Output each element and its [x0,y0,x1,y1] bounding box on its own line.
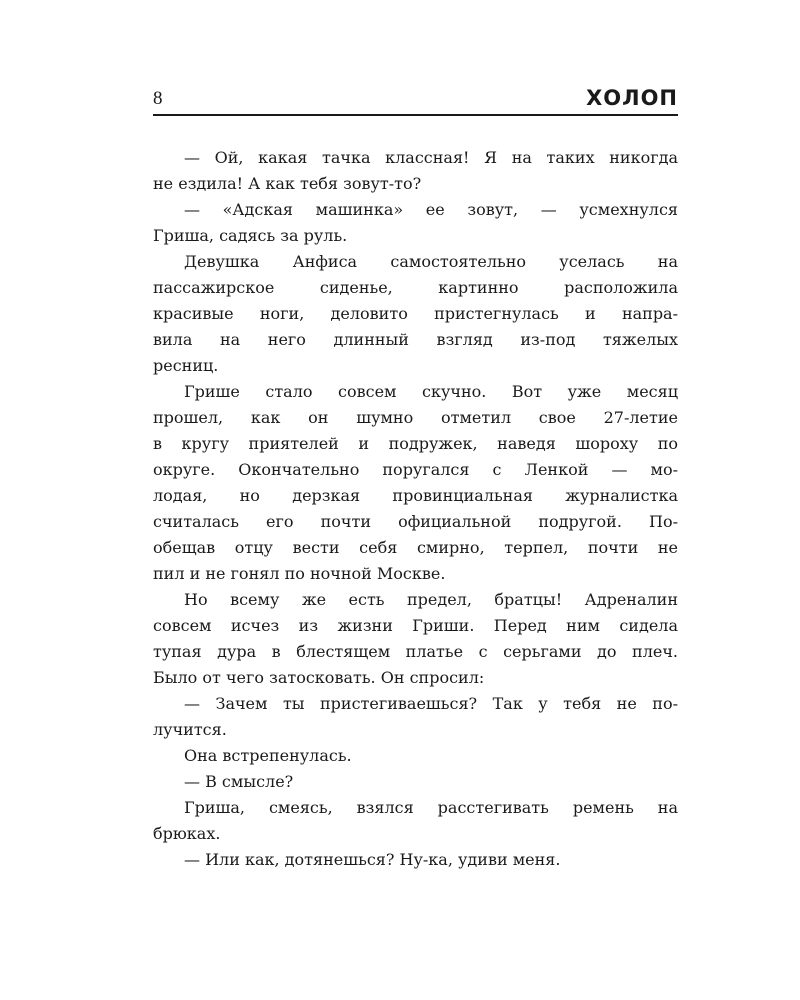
text-line: Грише стало совсем скучно. Вот уже месяц [184,382,678,401]
header-rule [153,114,678,116]
paragraph [153,769,678,795]
text-line: лодая, но дерзкая провинциальная журналистка [153,486,678,505]
text-line: совсем исчез из жизни Гриши. Перед ним сидела [153,616,678,635]
paragraph [153,743,678,769]
text-line: Было от чего затосковать. Он спросил: [153,668,485,687]
text-line: — В смысле? [184,772,294,791]
text-line: Гриша, смеясь, взялся расстегивать ремень на [184,798,678,817]
text-line: в кругу приятелей и подружек, наведя шороху по [153,434,678,453]
paragraph [153,847,678,873]
text-line: лучится. [153,720,227,739]
text-line: Она встрепенулась. [184,746,352,765]
text-line: считалась его почти официальной подругой. По- [153,512,678,531]
body-text [153,145,678,873]
page-number: 8 [153,88,163,109]
text-line: красивые ноги, деловито пристегнулась и напра- [153,304,678,323]
paragraph [153,249,678,379]
text-line: Но всему же есть предел, братцы! Адреналин [184,590,678,609]
text-line: округе. Окончательно поругался с Ленкой — мо- [153,460,678,479]
text-line: прошел, как он шумно отметил свое 27-летие [153,408,678,427]
paragraph [153,795,678,847]
book-title: ХОЛОП [586,86,678,110]
paragraph [153,197,678,249]
text-line: Девушка Анфиса самостоятельно уселась на [184,252,678,271]
running-header [153,88,678,114]
text-line: брюках. [153,824,221,843]
text-line: тупая дура в блестящем платье с серьгами до плеч. [153,642,678,661]
text-line: не ездила! А как тебя зовут-то? [153,174,422,193]
paragraph [153,379,678,587]
text-line: обещав отцу вести себя смирно, терпел, почти не [153,538,678,557]
text-line: — Ой, какая тачка классная! Я на таких никогда [184,148,678,167]
paragraph [153,587,678,691]
text-line: — Зачем ты пристегиваешься? Так у тебя не по- [184,694,678,713]
text-line: Гриша, садясь за руль. [153,226,348,245]
text-line: — «Адская машинка» ее зовут, — усмехнулся [184,200,678,219]
text-line: вила на него длинный взгляд из-под тяжелых [153,330,678,349]
text-line: — Или как, дотянешься? Ну-ка, удиви меня. [184,850,561,869]
text-line: пассажирское сиденье, картинно расположила [153,278,678,297]
text-line: ресниц. [153,356,219,375]
paragraph [153,145,678,197]
text-line: пил и не гонял по ночной Москве. [153,564,446,583]
paragraph [153,691,678,743]
